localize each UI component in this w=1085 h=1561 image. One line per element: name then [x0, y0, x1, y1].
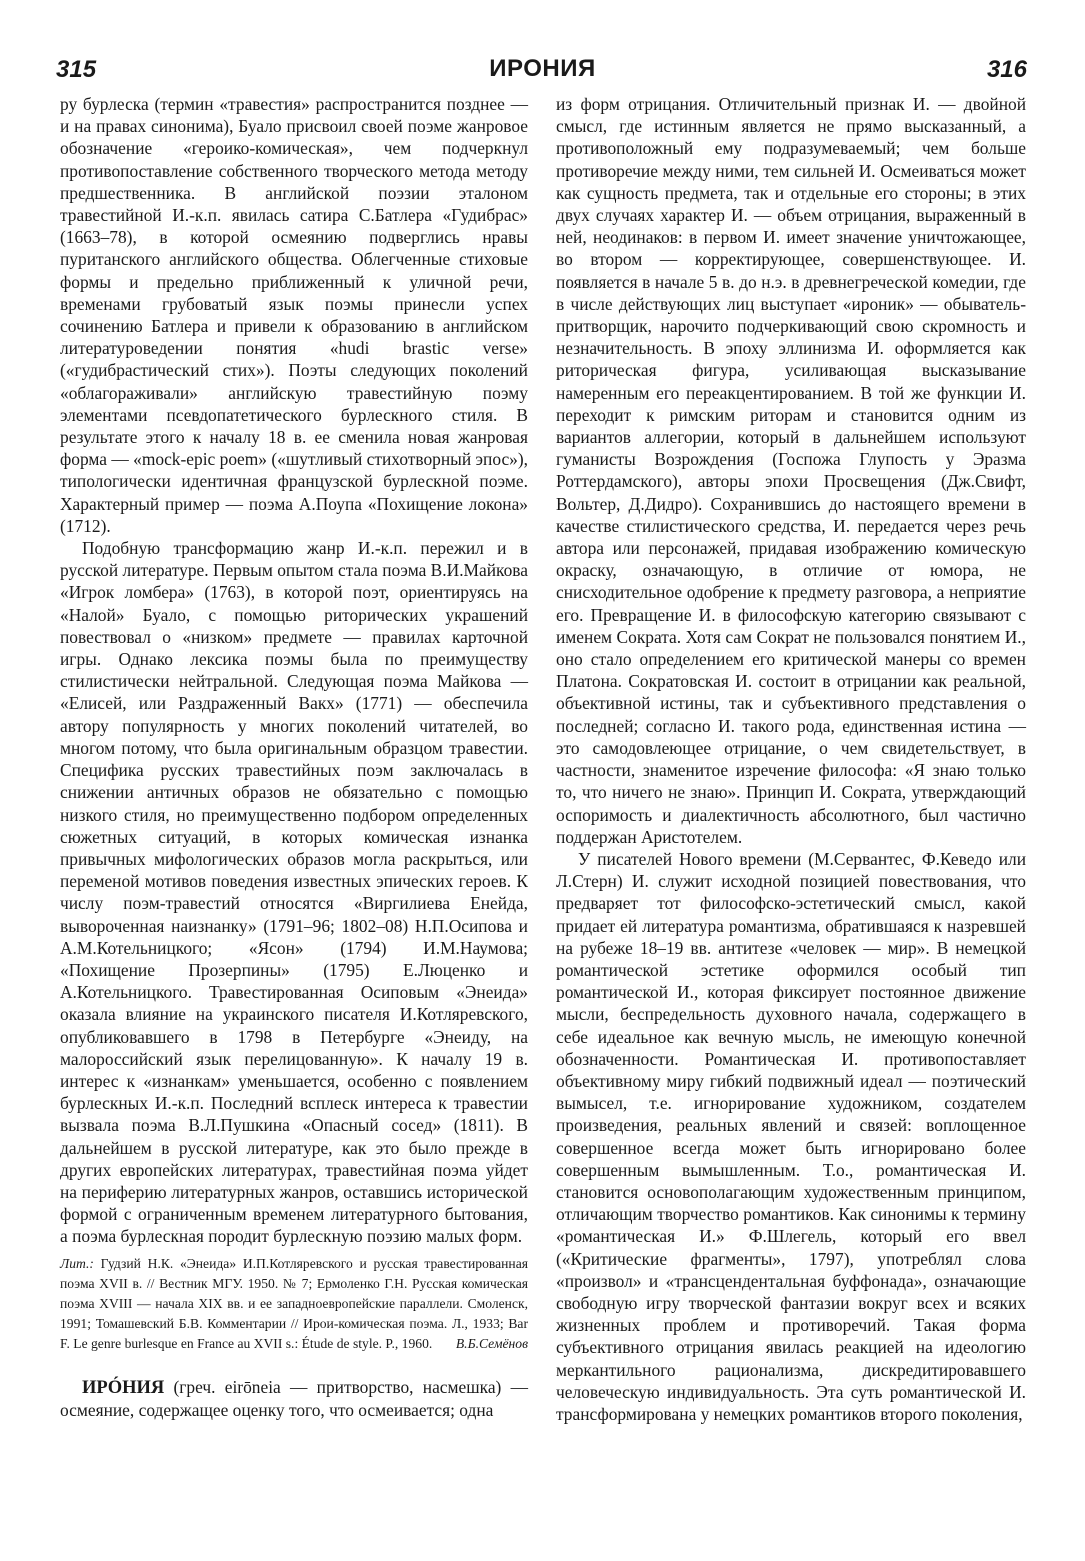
- entry-start: [60, 1376, 528, 1421]
- page-number-right: 316: [986, 56, 1027, 83]
- entry-headword: ИРÓНИЯ: [82, 1377, 165, 1398]
- literature-list: [60, 1254, 528, 1354]
- left-column: [60, 93, 528, 1421]
- literature-text: Гудзий Н.К. «Энеида» И.П.Котляревского и русская травестированная поэма XVII в. // Вестник МГУ. 1950. № 7; Ермоленко Г.Н. Русская комическая поэма XVIII — начала XIX вв. и ее западноевропейские параллели. Смоленск, 1991; Томашевский Б.В. Комментарии // Ирои-комическая поэма. Л., 1933; Bar F. Le genre burlesque en France au XVII s.: Étude de style. P., 1960.: [60, 1255, 528, 1351]
- paragraph: ру бурлеска (термин «травестия» распространится позднее — и на правах синонима), Буало присвоил своей поэме жанровое обозначение «героико-комическая», чем подчеркнул противопоставление собственного творческого метода методу предшественника. В английской поэзии эталоном травестийной И.-к.п. явилась сатира С.Батлера «Гудибрас» (1663–78), в которой осмеянию подверглись нравы пуританского английского общества. Облегченные стиховые формы и предельно приближенный к уличной речи, временами грубоватый язык поэмы принесли успех сочинению Батлера и привели к образованию в английском литературоведении понятия «hudi brastic verse» («гудибрастический стих»). Поэты следующих поколений «облагораживали» английскую травестийную поэму элементами псевдопатетического бурлескного стиля. В результате этого к началу 18 в. ее сменила новая жанровая форма — «mock-epic poem» («шутливый стихотворный эпос»), типологически идентичная французской бурлескной поэме. Характерный пример — поэма А.Поупа «Похищение локона» (1712).: [60, 94, 528, 536]
- right-column: [556, 93, 1026, 1425]
- paragraph: У писателей Нового времени (М.Сервантес, Ф.Кеведо или Л.Стерн) И. служит исходной позицией повествования, что предваряет тот философско-эстетический смысл, какой придает ей литература романтизма, обратившаяся к назревшей на рубеже 18–19 вв. антитезе «человек — мир». В немецкой романтической эстетике оформился особый тип романтической И., которая фиксирует постоянное движение мысли, беспредельность духовного начала, содержащего в себе идеальное как вечную мысль, не имеющую конечной обозначенности. Романтическая И. противопоставляет объективному миру гибкий подвижный идеал — поэтический вымысел, т.е. игнорирование художником, создателем произведения, реальных явлений и связей: воплощенное совершенное всегда может быть игнорировано более совершенным вымышленным. Т.о., романтическая И. становится основополагающим художественным принципом, отличающим творчество романтиков. Как синонимы к термину «романтическая И.» Ф.Шлегель, который его ввел («Критические фрагменты», 1797), употреблял слова «произвол» и «трансцендентальная буффонада», означающие свободную игру творческой фантазии вокруг всех и всяких жизненных проблем и противоречий. Такая форма субъективного отрицания явилась реакцией на идеологию меркантильного рационализма, дискредитировавшего человеческую индивидуальность. Эта суть романтической И. трансформирована у немецких романтиков второго поколения,: [556, 848, 1026, 1424]
- literature-label: Лит.:: [60, 1255, 94, 1271]
- paragraph: Подобную трансформацию жанр И.-к.п. пережил и в русской литературе. Первым опытом стала поэма В.И.Майкова «Игрок ломбера» (1763), в которой поэт, ориентируясь на «Налой» Буало, с помощью риторических украшений повествовал о «низком» предмете — правилах карточной игры. Однако лексика поэмы была по преимуществу стилистически нейтральной. Следующая поэма Майкова — «Елисей, или Раздраженный Вакх» (1771) — обеспечила автору популярность у многих поколений читателей, во многом потому, что была оригинальным образцом травестии. Специфика русских травестийных поэм заключалась в снижении античных образов не обязательно с помощью низкого стиля, но преимущественно подбором определенных сюжетных ситуаций, в которых комическая изнанка привычных мифологических образов могла раскрыться, или переменой мотивов поведения известных эпических героев. К числу поэм-травестий относятся «Виргилиева Енейда, вывороченная наизнанку» (1791–96; 1802–08) Н.П.Осипова и А.М.Котельницкого; «Ясон» (1794) И.М.Наумова; «Похищение Прозерпины» (1795) Е.Люценко и А.Котельницкого. Травестированная Осиповым «Энеида» оказала влияние на украинского писателя И.Котляревского, опубликовавшего в 1798 в Петербурге «Энеиду, на малороссийский язык перелицованную». К началу 19 в. интерес к «изнанкам» уменьшается, особенно с появлением бурлескных И.-к.п. Последний всплеск интереса к травестии вызвала поэма В.Л.Пушкина «Опасный сосед» (1811). В дальнейшем в русской литературе, как это было прежде в других европейских литературах, травестийная поэма уйдет на периферию литературных жанров, оставшись исторической формой с ограниченным временем литературного бытования, а поэма бурлескная породит бурлескную поэзию малых форм.: [60, 538, 528, 1247]
- entry-definition: (греч. eirōneia — притворство, насмешка) — осмеяние, содержащее оценку того, что осмеивается; одна: [60, 1376, 528, 1420]
- page-number-left: 315: [56, 56, 97, 83]
- running-title: ИРОНИЯ: [489, 55, 596, 82]
- author-signature: В.Б.Семёнов: [455, 1335, 528, 1351]
- paragraph: из форм отрицания. Отличительный признак И. — двойной смысл, где истинным является не прямо высказанный, а противоположный ему подразумеваемый; чем больше противоречие между ними, тем сильней И. Осмеиваться может как сущность предмета, так и отдельные его стороны; в этих двух случаях характер И. — объем отрицания, выраженный в ней, неодинаков: в первом И. имеет значение уничтожающее, во втором — корректирующее, совершенствующее. И. появляется в начале 5 в. до н.э. в древнегреческой комедии, где в числе действующих лиц выступает «ироник» — обыватель-притворщик, нарочито подчеркивающий свою скромность и незначительность. В эпоху эллинизма И. оформляется как риторическая фигура, усиливающая высказывание намеренным его переакцентированием. В той же функции И. переходит к римским риторам и становится одним из вариантов аллегории, который в дальнейшем используют гуманисты Возрождения (Госпожа Глупость у Эразма Роттердамского), авторы эпохи Просвещения (Дж.Свифт, Вольтер, Д.Дидро). Сохранившись до настоящего времени в качестве стилистического средства, И. передается через речь автора или персонажей, придавая изображению комическую окраску, означающую, в отличие от юмора, не снисходительное одобрение к предмету разговора, а неприятие его. Превращение И. в философскую категорию связывают с именем Сократа. Хотя сам Сократ не пользовался понятием И., оно стало определением его критической манеры со времен Платона. Сократовская И. состоит в отрицании как реальной, объективной истины, так и субъективного представления о последней; согласно И. такого рода, единственная истина — это самодовлеющее отрицание, о чем свидетельствует, в частности, знаменитое изречение философа: «Я знаю только то, что ничего не знаю». Принцип И. Сократа, утверждающий оспоримость и диалектичность абсолютного, был частично поддержан Аристотелем.: [556, 94, 1026, 847]
